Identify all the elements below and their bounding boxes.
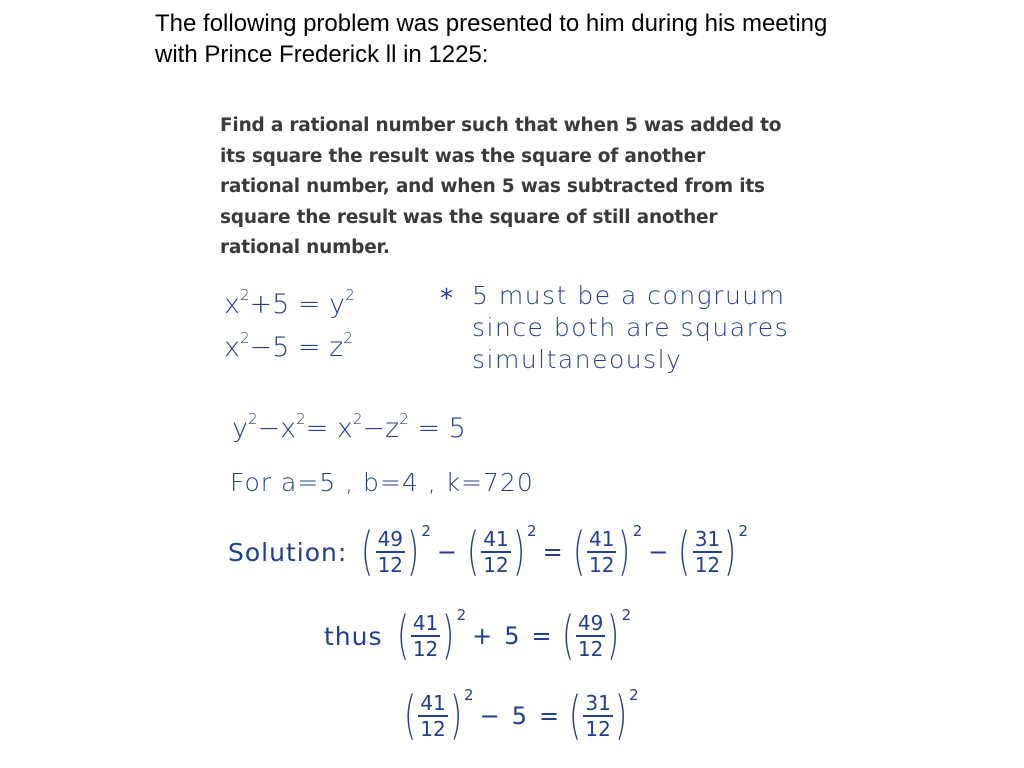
thus-label: thus — [324, 621, 383, 651]
heading-line-2: with Prince Frederick ll in 1225: — [155, 41, 489, 68]
note-star: * — [440, 284, 453, 314]
heading-line-1: The following problem was presented to him during his meeting — [155, 10, 828, 37]
equation-1: $x^2+5 = y^2$ — [224, 286, 355, 320]
equation-2: $x^2-5 = z^2$ — [224, 329, 353, 363]
equation-3: $y^2-x^2= x^2-z^2 = 5$ — [232, 410, 466, 444]
problem-line-2: its square the result was the square of another — [220, 145, 706, 167]
parameters-line: For a=5 , b=4 , k=720 — [230, 468, 534, 497]
problem-line-3: rational number, and when 5 was subtracted from its — [220, 176, 765, 197]
note-line-1: 5 must be a congruum — [472, 281, 786, 310]
note-line-2: since both are squares — [472, 313, 790, 342]
problem-statement — [220, 111, 820, 264]
thus-line: thus ( $\frac{41}{12}$ ) 2 + 5 = ( $\frac{49}{12}$ ) 2 — [324, 606, 632, 666]
solution-label: Solution: — [228, 537, 348, 567]
problem-line-1: Find a rational number such that when 5 was added to — [220, 115, 782, 136]
note-line-3: simultaneously — [472, 345, 683, 374]
slide-heading — [155, 8, 995, 70]
problem-line-4: square the result was the square of still another — [220, 206, 718, 228]
solution-line: Solution: ( $\frac{49}{12}$ ) 2 − ( $\frac{41}{12}$ ) 2 = ( $\frac{41}{12}$ ) 2 − ( $\frac{31}{12}$ ) 2 — [228, 522, 748, 582]
congruum-note — [472, 280, 789, 376]
problem-line-5: rational number. — [220, 237, 390, 258]
final-line: ( $\frac{41}{12}$ ) 2 − 5 = ( $\frac{31}{12}$ ) 2 — [404, 686, 639, 746]
